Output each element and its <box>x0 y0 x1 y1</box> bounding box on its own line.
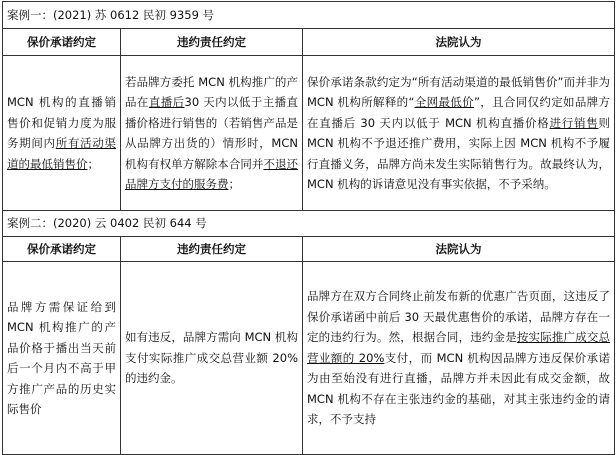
case1-commitment-end: ； <box>87 156 99 171</box>
case2-liability-cell: 如有违反，品牌方需向 MCN 机构支付实际推广成交总营业额 20%的违约金。 <box>121 262 303 455</box>
case1-liability-cell <box>121 56 303 211</box>
case2-header-court: 法院认为 <box>303 236 615 262</box>
case1-liability-text3: ； <box>228 177 240 191</box>
case2-header-row <box>3 236 615 262</box>
case1-liability-underline2: 不退还品牌方支付的服务费 <box>125 156 299 191</box>
case1-header-row <box>3 29 615 56</box>
case1-court-text2: ”，且合同仅约定如品牌方在直播后 30 天内以低于 MCN 机构直播价格 <box>307 95 611 130</box>
case1-header-liability: 违约责任约定 <box>121 29 303 56</box>
case1-header-commitment: 保价承诺约定 <box>3 29 121 56</box>
case1-commitment-cell <box>3 56 121 211</box>
case2-court-text1: 品牌方在双方合同终止前发布新的优惠广告页面，这违反了保价承诺函中前后 30 天最优惠售价的承诺，品牌方存在一定的违约行为。然，根据合同，违约金是 <box>307 289 610 345</box>
case1-liability-underline1: 直播后 <box>148 95 185 109</box>
case2-header-commitment: 保价承诺约定 <box>3 236 121 262</box>
case1-liability-text1: 若品牌方委托 MCN 机构推广的产品在 <box>125 74 298 109</box>
case2-title-row <box>3 211 615 237</box>
case2-content-row <box>3 262 615 455</box>
case1-commitment-text: MCN 机构的直播销售价和促销力度为服务期间内 <box>7 95 116 150</box>
case1-header-court: 法院认为 <box>303 29 615 56</box>
case2-court-cell <box>303 262 615 455</box>
case1-title-row <box>3 2 615 29</box>
case1-court-underline1: 全网最低价 <box>414 95 474 109</box>
case1-court-underline2: 进行销售 <box>549 115 599 130</box>
case2-table <box>2 210 615 455</box>
case1-title: 案例一：(2021) 苏 0612 民初 9359 号 <box>3 2 615 29</box>
case1-court-text3: 则 MCN 机构不予退还推广费用，实际上因 MCN 机构不予履行直播义务，品牌方尚未发生实际销售行为。故最终认为，MCN 机构的诉请意见没有事实依据，不予采纳。 <box>307 115 611 191</box>
case2-commitment-cell: 品牌方需保证给到 MCN 机构推广的产品价格于播出当天前后一个月内不高于甲方推广产品的历史实际售价 <box>3 262 121 455</box>
document <box>2 1 614 455</box>
case2-header-liability: 违约责任约定 <box>121 236 303 262</box>
case2-title: 案例二：(2020) 云 0402 民初 644 号 <box>3 211 615 237</box>
case1-content-row <box>3 56 615 211</box>
case1-court-text1: 保价承诺条款约定为“所有活动渠道的最低销售价”而并非为 MCN 机构所解释的“ <box>307 74 611 109</box>
case1-liability-text2: 30 天内以低于主播直播价格进行销售的（若销售产品是从品牌方出货的）情形时，MCN 机构有权单方解除本合同并 <box>125 95 299 171</box>
case1-court-cell <box>303 56 615 211</box>
case2-court-text2: 支付，而 MCN 机构因品牌方违反保价承诺为由至始没有进行直播，品牌方并未因此有成交金额，故 MCN 机构不存在主张违约金的基础，对其主张违约金的请求，不予支持 <box>307 350 610 427</box>
case2-court-underline1: 按实际推广成交总营业额的 20% <box>307 330 611 365</box>
case1-commitment-underline: 所有活动渠道的最低销售价 <box>7 136 116 171</box>
case1-table <box>2 1 615 211</box>
